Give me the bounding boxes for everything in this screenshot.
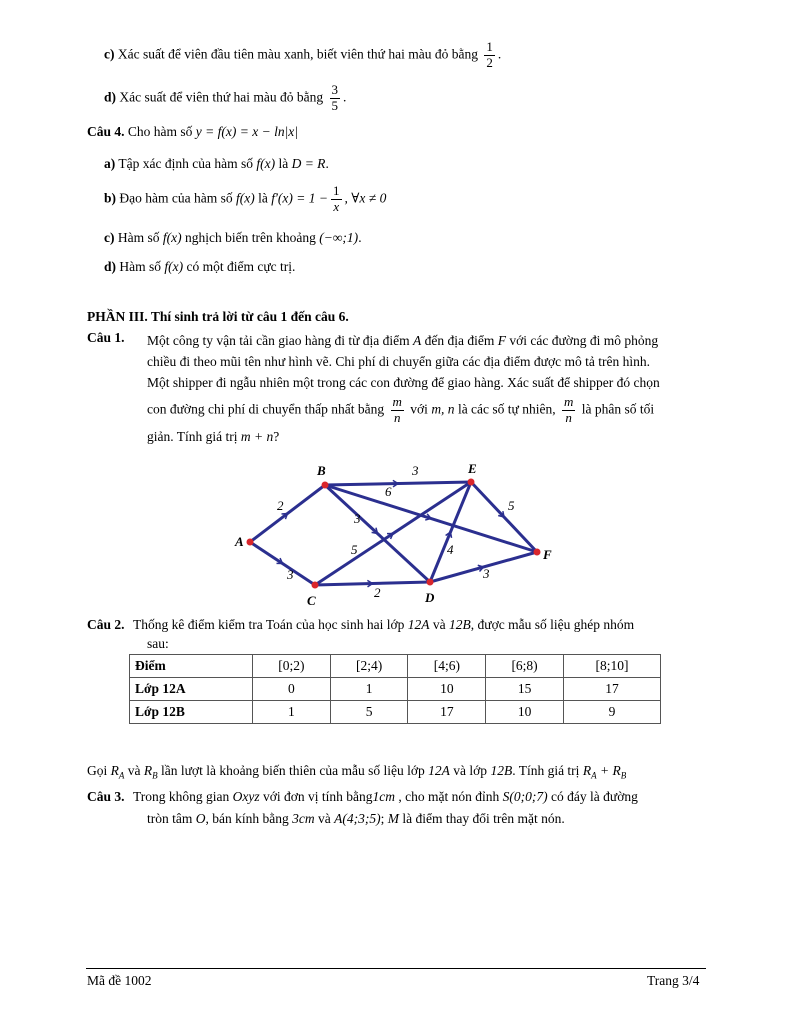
footer-divider — [86, 968, 706, 969]
p3q2-question: Gọi $R_A$ và $R_B$ lần lượt là khoảng biến thiên của mẫu số liệu lớp 12A và lớp 12B. Tính giá trị $R_A + R_B$ — [87, 763, 627, 781]
table-row — [130, 678, 661, 701]
p3q1-body: Một công ty vận tải cần giao hàng đi từ địa điểm A đến địa điểm F với các đường đi mô phỏng chiều đi theo mũi tên như hình vẽ. Chi phí di chuyển giữa các địa điểm được mô tả trên hình. Một shipper đi ngẫu nhiên một trong các con đường để giao hàng. Xác suất để shipper đó chọn con đường chi phí di chuyển thấp nhất bằng $\frac{m}{n}$ với m, n là các số tự nhiên, $\frac{m}{n}$ là phân số tối giản. Tính giá trị m + n? — [147, 333, 660, 444]
part3-heading: PHẦN III. Thí sinh trả lời từ câu 1 đến câu 6. — [87, 309, 349, 324]
table-cell: 9 — [563, 701, 660, 724]
node-label: F — [543, 547, 552, 562]
edge-cost-label: 3 — [354, 511, 361, 526]
q4-stem: Câu 4. Cho hàm số y = f(x) = x − ln|x| — [87, 124, 298, 139]
table-header-cell: [8;10] — [563, 655, 660, 678]
table-cell: 5 — [330, 701, 408, 724]
edge-cost-label: 4 — [447, 542, 454, 557]
p3q3-label: Câu 3. — [87, 789, 125, 804]
q3-option-c: c) Xác suất để viên đầu tiên màu xanh, biết viên thứ hai màu đỏ bằng $\frac{1}{2}$ . — [104, 39, 502, 70]
node-label: B — [317, 463, 326, 478]
fraction: $\frac{1}{x}$ — [333, 183, 340, 214]
table-cell: 15 — [486, 678, 564, 701]
table-header-row — [130, 655, 661, 678]
node-label: C — [307, 593, 316, 608]
p3q3-line1: Trong không gian Oxyz với đơn vị tính bằng1cm , cho mặt nón đỉnh S(0;0;7) có đáy là đường — [133, 789, 638, 804]
q4-option-c: c) Hàm số f(x) nghịch biến trên khoảng (−∞;1). — [104, 230, 362, 245]
p3q1-label: Câu 1. — [87, 330, 125, 345]
q3-option-d: d) Xác suất để viên thứ hai màu đỏ bằng $\frac{3}{5}$ . — [104, 82, 347, 113]
p3q3-line2: tròn tâm O, bán kính bằng 3cm và A(4;3;5); M là điểm thay đổi trên mặt nón. — [147, 811, 565, 826]
node-E — [468, 479, 475, 486]
node-label: E — [468, 461, 477, 476]
table-cell: 17 — [408, 701, 486, 724]
table-row — [130, 701, 661, 724]
page-number: Trang 3/4 — [647, 973, 700, 988]
edge-cost-label: 2 — [277, 498, 284, 513]
node-label: A — [235, 534, 244, 549]
edge-cost-label: 3 — [483, 566, 490, 581]
table-cell: 17 — [563, 678, 660, 701]
fraction: $\frac{3}{5}$ — [331, 82, 339, 113]
fraction: $\frac{m}{n}$ — [392, 394, 402, 425]
table-header-cell: Điểm — [130, 655, 253, 678]
edge-cost-label: 5 — [351, 542, 358, 557]
p3q2-label: Câu 2. — [87, 617, 125, 632]
table-header-cell: [2;4) — [330, 655, 408, 678]
node-B — [322, 482, 329, 489]
node-C — [312, 582, 319, 589]
table-cell: Lớp 12A — [130, 678, 253, 701]
edge-cost-label: 3 — [287, 567, 294, 582]
q4-option-d: d) Hàm số f(x) có một điểm cực trị. — [104, 259, 296, 274]
table-cell: 10 — [486, 701, 564, 724]
edge-cost-label: 5 — [508, 498, 515, 513]
fraction: $\frac{1}{2}$ — [486, 39, 493, 70]
table-cell: 0 — [253, 678, 331, 701]
table-header-cell: [0;2) — [253, 655, 331, 678]
table-cell: 1 — [330, 678, 408, 701]
p3q2-line1: Thống kê điểm kiểm tra Toán của học sinh hai lớp 12A và 12B, được mẫu số liệu ghép nhóm — [133, 617, 635, 632]
node-D — [427, 579, 434, 586]
q4-option-b: b) Đạo hàm của hàm số f(x) là f′(x) = 1 − $\frac{1}{x}$ , ∀x ≠ 0 — [104, 183, 387, 214]
table-header-cell: [4;6) — [408, 655, 486, 678]
edge-cost-label: 2 — [374, 585, 381, 600]
score-table — [129, 654, 661, 724]
table-cell: 10 — [408, 678, 486, 701]
q4-option-a: a) Tập xác định của hàm số f(x) là D = R. — [104, 156, 329, 171]
route-graph — [225, 455, 565, 610]
table-cell: Lớp 12B — [130, 701, 253, 724]
node-A — [247, 539, 254, 546]
p3q2-line2: sau: — [147, 636, 169, 651]
exam-code: Mã đề 1002 — [87, 973, 152, 988]
node-label: D — [425, 590, 435, 605]
edge-cost-label: 3 — [412, 463, 419, 478]
table-header-cell: [6;8) — [486, 655, 564, 678]
table-cell: 1 — [253, 701, 331, 724]
edge-cost-label: 6 — [385, 484, 392, 499]
node-F — [534, 549, 541, 556]
fraction: $\frac{m}{n}$ — [563, 394, 574, 425]
